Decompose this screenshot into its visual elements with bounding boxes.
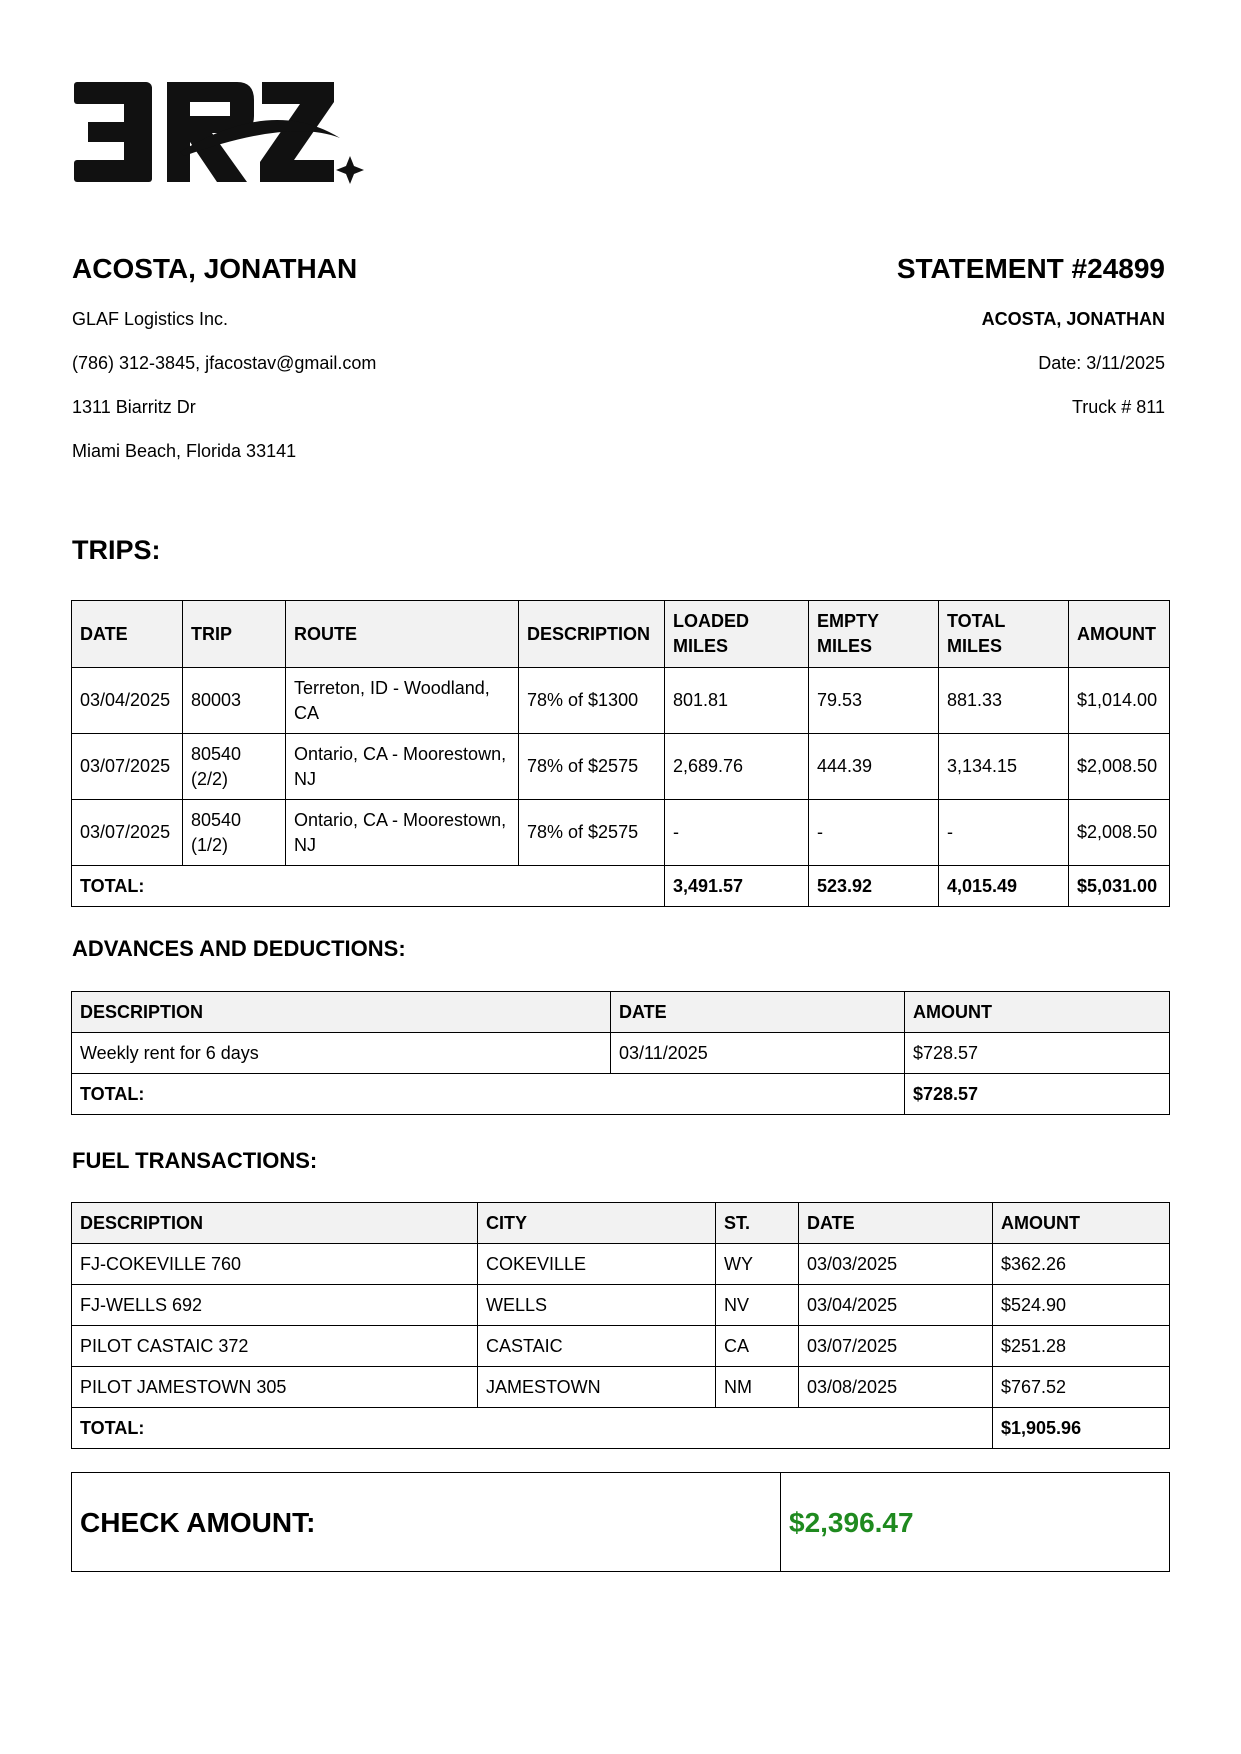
total-miles: 4,015.49 (939, 866, 1069, 907)
column-header: LOADED MILES (665, 601, 809, 668)
table-header-row (72, 601, 1170, 668)
column-header: AMOUNT (993, 1203, 1170, 1244)
trip-empty-miles: - (809, 800, 939, 866)
fuel-amount: $362.26 (993, 1244, 1170, 1285)
total-row (72, 866, 1170, 907)
table-row (72, 1326, 1170, 1367)
trip-loaded-miles: - (665, 800, 809, 866)
trip-number: 80540 (2/2) (183, 734, 286, 800)
statement-title: STATEMENT #24899 (896, 253, 1165, 284)
fuel-description: PILOT CASTAIC 372 (72, 1326, 478, 1367)
column-header: TRIP (183, 601, 286, 668)
check-amount-row (72, 1473, 1170, 1572)
statement-driver-name: ACOSTA, JONATHAN (981, 309, 1165, 329)
fuel-table (71, 1202, 1170, 1449)
fuel-description: FJ-COKEVILLE 760 (72, 1244, 478, 1285)
deduction-date: 03/11/2025 (611, 1033, 905, 1074)
total-empty-miles: 523.92 (809, 866, 939, 907)
trip-amount: $2,008.50 (1069, 800, 1170, 866)
company-name: GLAF Logistics Inc. (72, 309, 229, 329)
column-header: DATE (72, 601, 183, 668)
total-label: TOTAL: (72, 1408, 993, 1449)
trip-loaded-miles: 801.81 (665, 668, 809, 734)
column-header: DESCRIPTION (519, 601, 665, 668)
trip-route: Terreton, ID - Woodland, CA (286, 668, 519, 734)
fuel-state: WY (716, 1244, 799, 1285)
deduction-description: Weekly rent for 6 days (72, 1033, 611, 1074)
total-amount: $5,031.00 (1069, 866, 1170, 907)
fuel-amount: $524.90 (993, 1285, 1170, 1326)
fuel-city: WELLS (478, 1285, 716, 1326)
fuel-title: FUEL TRANSACTIONS: (72, 1148, 318, 1173)
address-line-2: Miami Beach, Florida 33141 (72, 441, 297, 461)
trip-total-miles: 881.33 (939, 668, 1069, 734)
driver-info (72, 252, 632, 484)
table-row (72, 1285, 1170, 1326)
fuel-date: 03/03/2025 (799, 1244, 993, 1285)
column-header: DATE (611, 992, 905, 1033)
trip-description: 78% of $2575 (519, 800, 665, 866)
brz-logo (72, 78, 382, 193)
check-amount-label: CHECK AMOUNT: (72, 1473, 781, 1572)
column-header: DESCRIPTION (72, 992, 611, 1033)
deduction-amount: $728.57 (905, 1033, 1170, 1074)
trips-title: TRIPS: (72, 535, 161, 565)
fuel-city: CASTAIC (478, 1326, 716, 1367)
trip-route: Ontario, CA - Moorestown, NJ (286, 734, 519, 800)
fuel-city: COKEVILLE (478, 1244, 716, 1285)
trip-description: 78% of $2575 (519, 734, 665, 800)
trip-loaded-miles: 2,689.76 (665, 734, 809, 800)
fuel-description: PILOT JAMESTOWN 305 (72, 1367, 478, 1408)
statement-date: Date: 3/11/2025 (1038, 353, 1165, 373)
trip-empty-miles: 79.53 (809, 668, 939, 734)
check-amount-table (71, 1472, 1170, 1572)
table-header-row (72, 992, 1170, 1033)
fuel-date: 03/04/2025 (799, 1285, 993, 1326)
column-header: ST. (716, 1203, 799, 1244)
total-loaded-miles: 3,491.57 (665, 866, 809, 907)
fuel-amount: $767.52 (993, 1367, 1170, 1408)
total-row (72, 1408, 1170, 1449)
fuel-date: 03/08/2025 (799, 1367, 993, 1408)
total-row (72, 1074, 1170, 1115)
table-row (72, 1367, 1170, 1408)
advances-title: ADVANCES AND DEDUCTIONS: (72, 936, 406, 961)
trip-number: 80540 (1/2) (183, 800, 286, 866)
trip-number: 80003 (183, 668, 286, 734)
column-header: AMOUNT (905, 992, 1170, 1033)
total-amount: $728.57 (905, 1074, 1170, 1115)
table-header-row (72, 1203, 1170, 1244)
check-amount-value: $2,396.47 (781, 1473, 1170, 1572)
address-line-1: 1311 Biarritz Dr (72, 397, 196, 417)
fuel-date: 03/07/2025 (799, 1326, 993, 1367)
trip-empty-miles: 444.39 (809, 734, 939, 800)
contact-info: (786) 312-3845, jfacostav@gmail.com (72, 353, 377, 373)
fuel-amount: $251.28 (993, 1326, 1170, 1367)
table-row (72, 1244, 1170, 1285)
column-header: CITY (478, 1203, 716, 1244)
truck-number: Truck # 811 (1071, 397, 1165, 417)
fuel-state: NV (716, 1285, 799, 1326)
total-label: TOTAL: (72, 866, 665, 907)
column-header: EMPTY MILES (809, 601, 939, 668)
column-header: ROUTE (286, 601, 519, 668)
total-amount: $1,905.96 (993, 1408, 1170, 1449)
column-header: DATE (799, 1203, 993, 1244)
trip-date: 03/07/2025 (72, 734, 183, 800)
trip-route: Ontario, CA - Moorestown, NJ (286, 800, 519, 866)
column-header: AMOUNT (1069, 601, 1170, 668)
table-row (72, 668, 1170, 734)
column-header: TOTAL MILES (939, 601, 1069, 668)
driver-name: ACOSTA, JONATHAN (72, 253, 358, 284)
table-row (72, 800, 1170, 866)
fuel-city: JAMESTOWN (478, 1367, 716, 1408)
column-header: DESCRIPTION (72, 1203, 478, 1244)
trip-description: 78% of $1300 (519, 668, 665, 734)
trip-total-miles: 3,134.15 (939, 734, 1069, 800)
advances-table (71, 991, 1170, 1115)
table-row (72, 1033, 1170, 1074)
trip-total-miles: - (939, 800, 1069, 866)
fuel-description: FJ-WELLS 692 (72, 1285, 478, 1326)
fuel-state: NM (716, 1367, 799, 1408)
trip-amount: $1,014.00 (1069, 668, 1170, 734)
trips-table (71, 600, 1170, 907)
statement-info (605, 252, 1165, 440)
table-row (72, 734, 1170, 800)
fuel-state: CA (716, 1326, 799, 1367)
trip-amount: $2,008.50 (1069, 734, 1170, 800)
trip-date: 03/07/2025 (72, 800, 183, 866)
trip-date: 03/04/2025 (72, 668, 183, 734)
total-label: TOTAL: (72, 1074, 905, 1115)
